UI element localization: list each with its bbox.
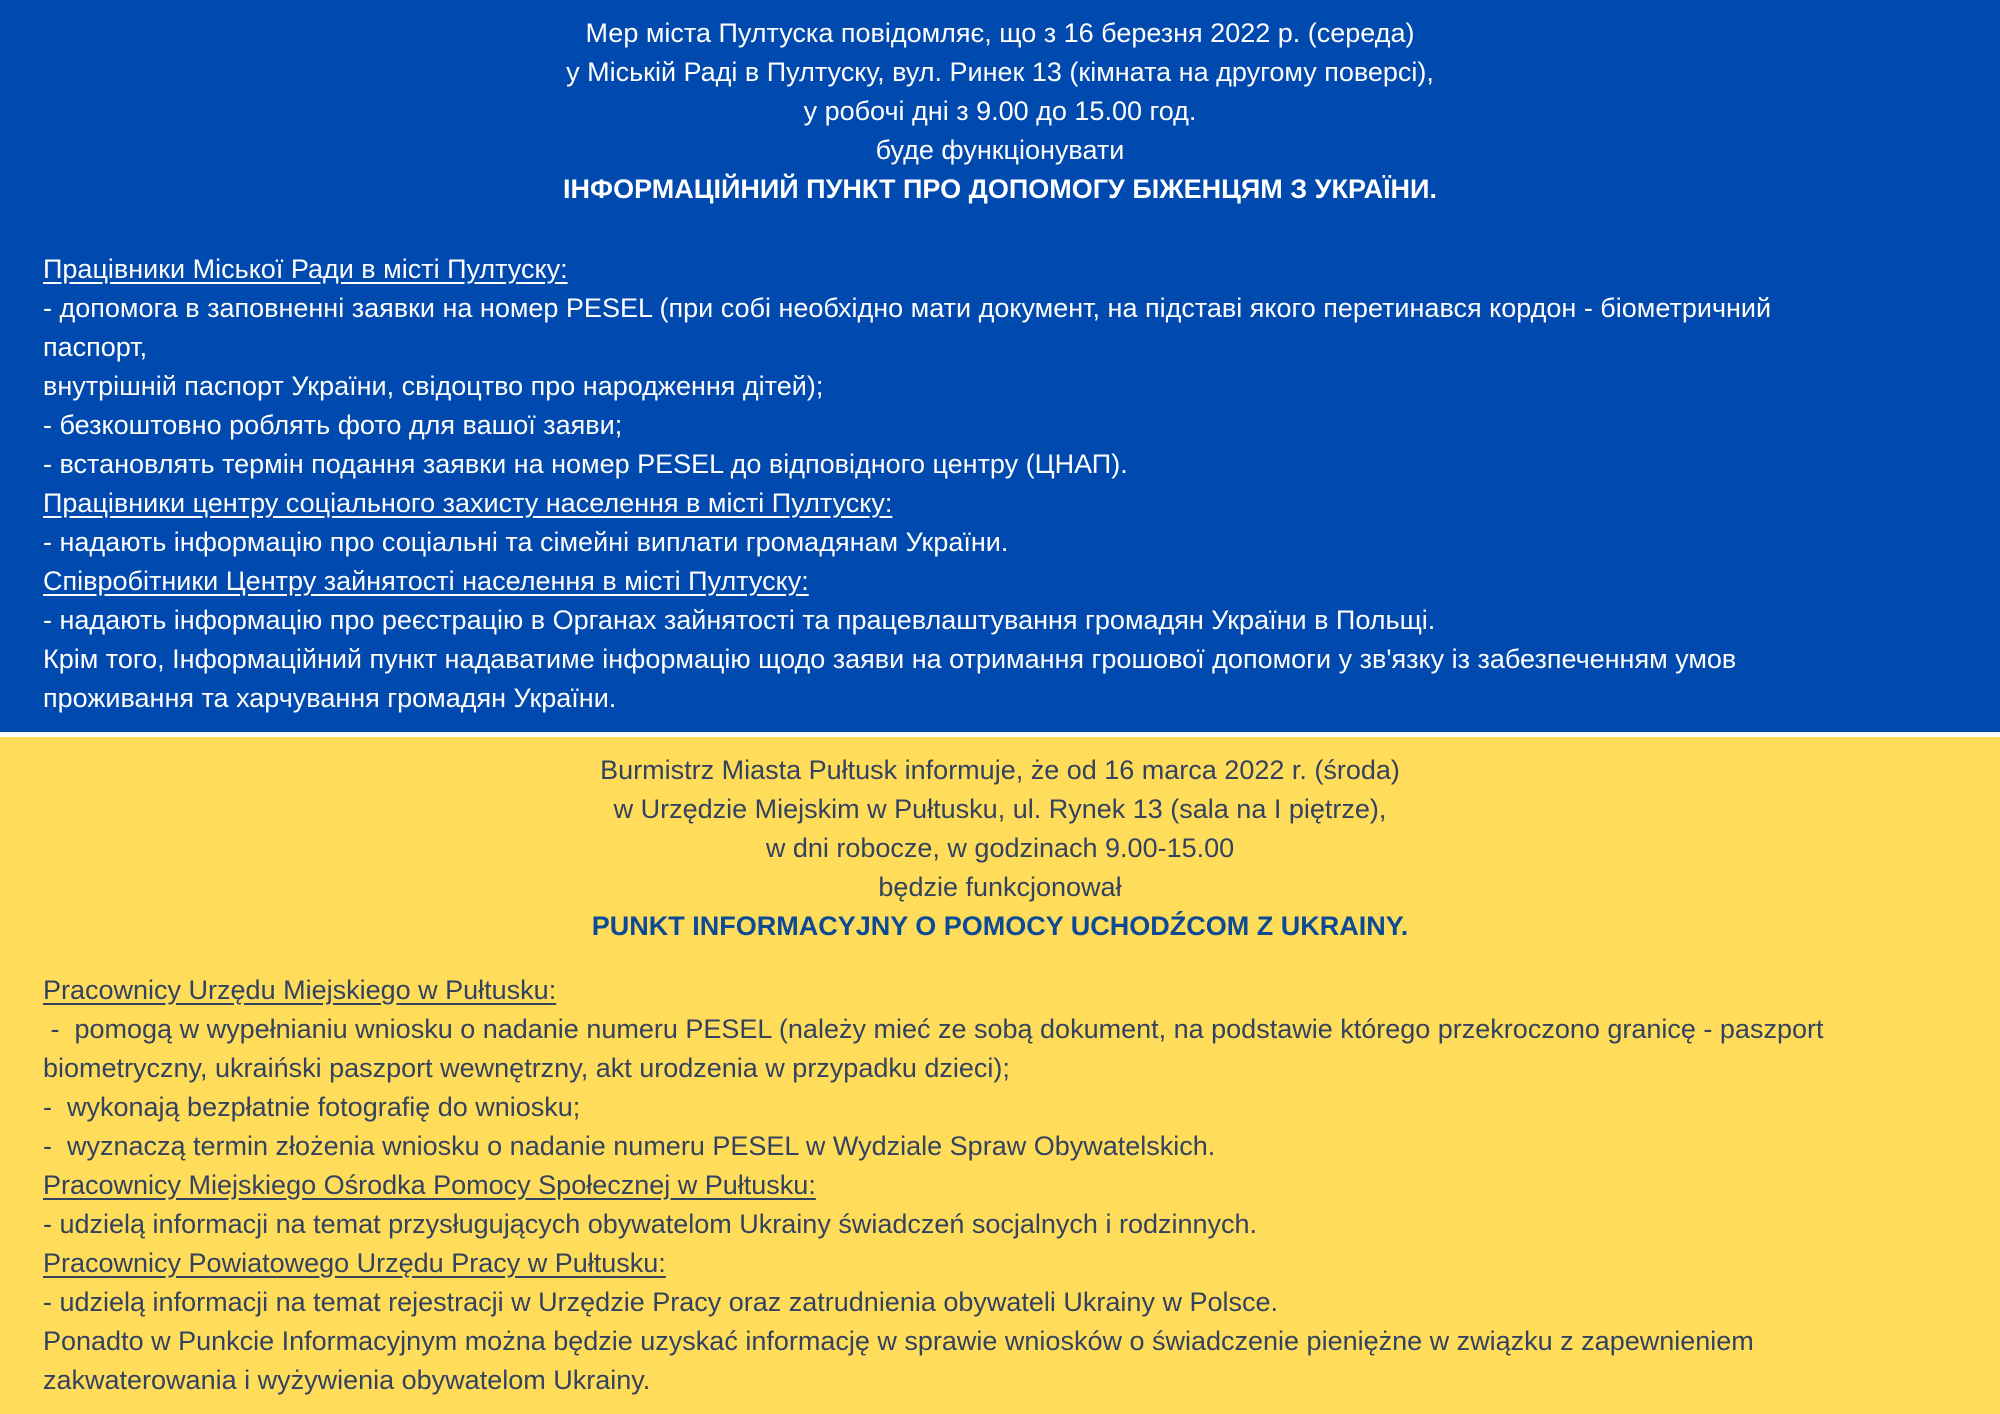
intro-line: Мер міста Пултуска повідомляє, що з 16 березня 2022 р. (середа) xyxy=(585,18,1415,48)
ukrainian-headline: ІНФОРМАЦІЙНИЙ ПУНКТ ПРО ДОПОМОГУ БІЖЕНЦЯМ З УКРАЇНИ. xyxy=(563,174,1437,204)
polish-headline: PUNKT INFORMACYJNY O POMOCY UCHODŹCOM Z UKRAINY. xyxy=(591,911,1409,941)
ukrainian-details xyxy=(43,250,1958,718)
detail-line: проживання та харчування громадян України. xyxy=(43,683,617,713)
section-title-city-council: Працівники Міської Ради в місті Пултуску: xyxy=(43,254,568,284)
detail-line: - pomogą w wypełnianiu wniosku o nadanie numeru PESEL (należy mieć ze sobą dokument, na podstawie którego przekroczono granicę - paszport xyxy=(43,1014,1824,1044)
intro-line: у робочі дні з 9.00 до 15.00 год. xyxy=(803,96,1197,126)
section-title-employment-center: Співробітники Центру зайнятості населення в місті Пултуску: xyxy=(43,566,809,596)
detail-line: - допомога в заповненні заявки на номер PESEL (при собі необхідно мати документ, на підставі якого перетинався кордон - біометричний xyxy=(43,293,1772,323)
section-title-city-office: Pracownicy Urzędu Miejskiego w Pułtusku: xyxy=(43,975,557,1005)
detail-line: - безкоштовно роблять фото для вашої заяви; xyxy=(43,410,623,440)
section-title-labour-office: Pracownicy Powiatowego Urzędu Pracy w Pułtusku: xyxy=(43,1248,666,1278)
detail-line: Ponadto w Punkcie Informacyjnym można będzie uzyskać informację w sprawie wniosków o świadczenie pieniężne w związku z zapewnieniem xyxy=(43,1326,1754,1356)
detail-line: biometryczny, ukraiński paszport wewnętrzny, akt urodzenia w przypadku dzieci); xyxy=(43,1053,1010,1083)
detail-line: Крім того, Інформаційний пункт надаватиме інформацію щодо заяви на отримання грошової допомоги у зв'язку із забезпеченням умов xyxy=(43,644,1737,674)
detail-line: паспорт, xyxy=(43,332,148,362)
detail-line: - встановлять термін подання заявки на номер PESEL до відповідного центру (ЦНАП). xyxy=(43,449,1128,479)
section-title-social-welfare-center: Pracownicy Miejskiego Ośrodka Pomocy Społecznej w Pułtusku: xyxy=(43,1170,816,1200)
intro-line: Burmistrz Miasta Pułtusk informuje, że od 16 marca 2022 r. (środa) xyxy=(600,755,1400,785)
detail-line: - надають інформацію про соціальні та сімейні виплати громадянам України. xyxy=(43,527,1009,557)
intro-line: у Міській Раді в Пултуску, вул. Ринек 13 (кімната на другому поверсі), xyxy=(566,57,1434,87)
ukrainian-announcement-intro xyxy=(0,14,2000,209)
polish-announcement-intro xyxy=(0,751,2000,946)
section-title-social-center: Працівники центру соціального захисту населення в місті Пултуску: xyxy=(43,488,893,518)
intro-line: w dni robocze, w godzinach 9.00-15.00 xyxy=(765,833,1235,863)
intro-line: będzie funkcjonował xyxy=(878,872,1122,902)
detail-line: внутрішній паспорт України, свідоцтво про народження дітей); xyxy=(43,371,824,401)
detail-line: - udzielą informacji na temat rejestracji w Urzędzie Pracy oraz zatrudnienia obywateli Ukrainy w Polsce. xyxy=(43,1287,1278,1317)
polish-notice-panel xyxy=(0,737,2000,1414)
detail-line: - udzielą informacji na temat przysługujących obywatelom Ukrainy świadczeń socjalnych i rodzinnych. xyxy=(43,1209,1258,1239)
detail-line: - надають інформацію про реєстрацію в Органах зайнятості та працевлаштування громадян України в Польщі. xyxy=(43,605,1436,635)
detail-line: zakwaterowania i wyżywienia obywatelom Ukrainy. xyxy=(43,1365,651,1395)
detail-line: - wykonają bezpłatnie fotografię do wniosku; xyxy=(43,1092,581,1122)
intro-line: буде функціонувати xyxy=(875,135,1125,165)
polish-details xyxy=(43,971,1958,1400)
detail-line: - wyznaczą termin złożenia wniosku o nadanie numeru PESEL w Wydziale Spraw Obywatelskich. xyxy=(43,1131,1216,1161)
intro-line: w Urzędzie Miejskim w Pułtusku, ul. Rynek 13 (sala na I piętrze), xyxy=(613,794,1387,824)
